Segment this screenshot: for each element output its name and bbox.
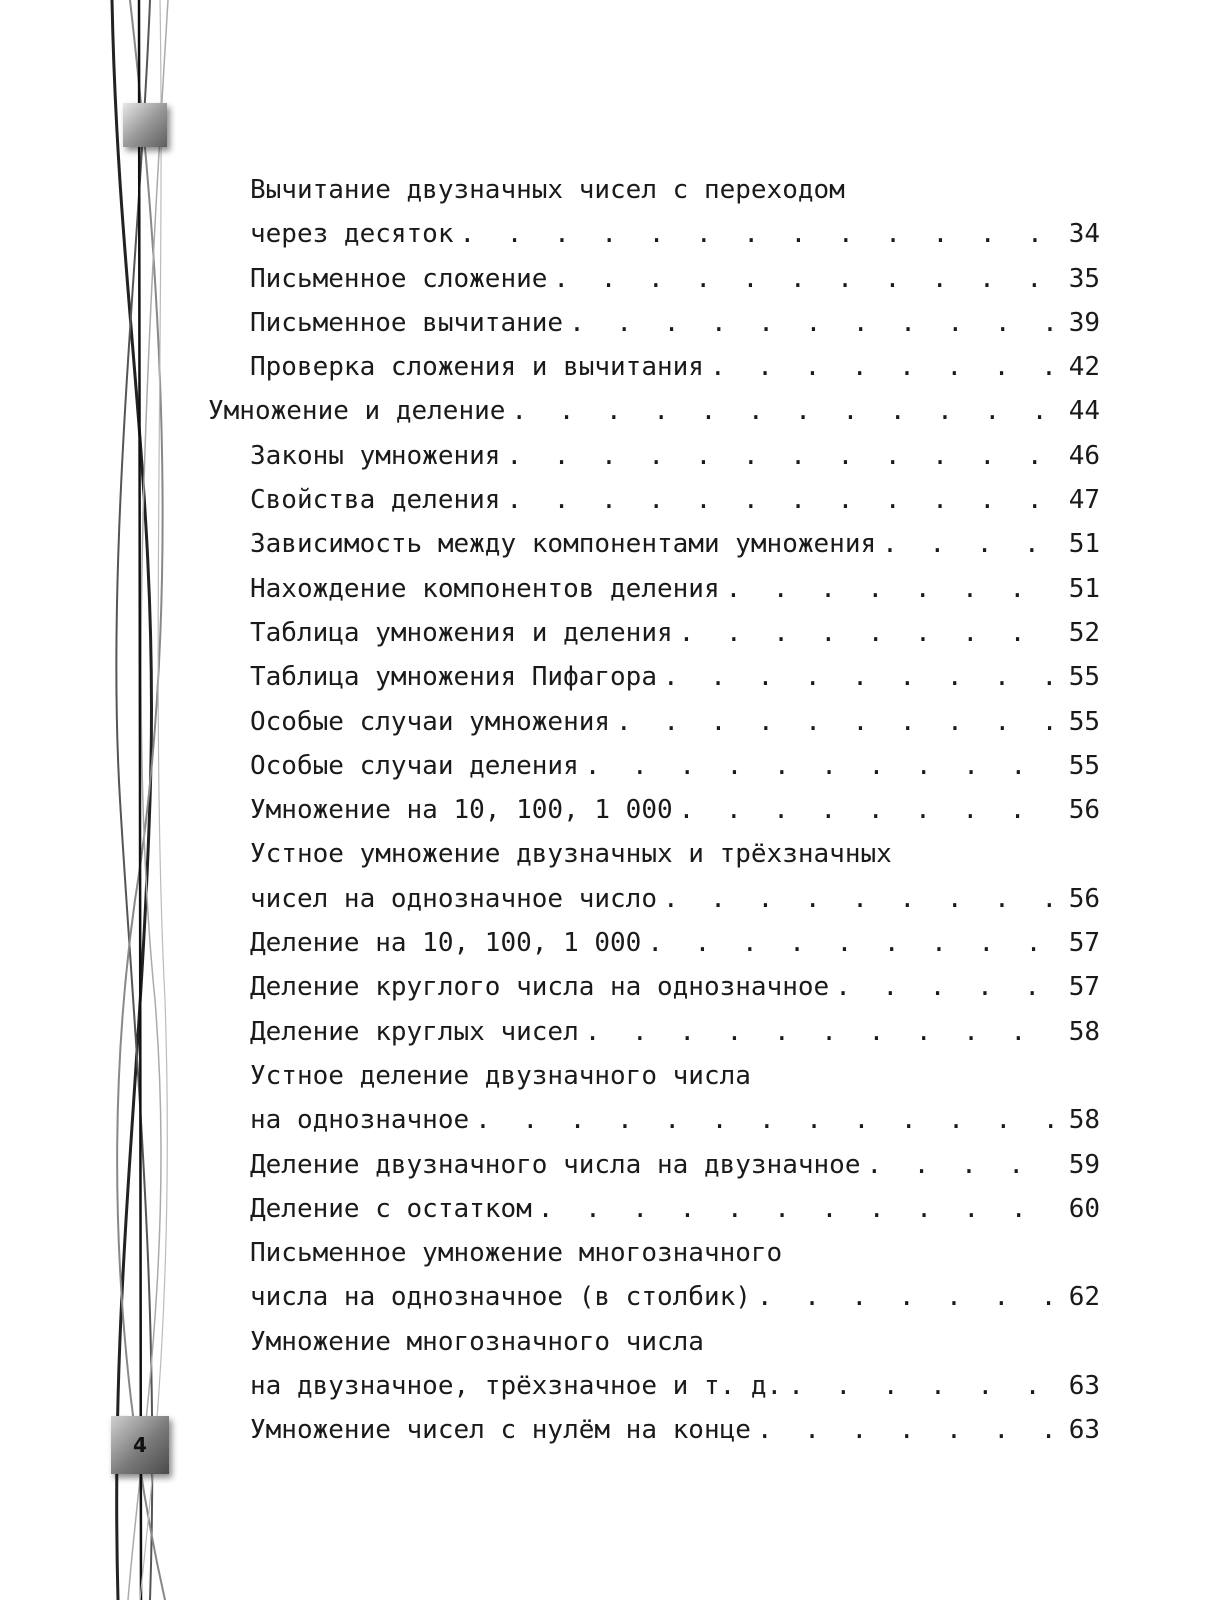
toc-page-number: 55 xyxy=(1068,706,1100,737)
toc-page-number: 51 xyxy=(1068,573,1100,604)
dot-leader xyxy=(679,788,1058,832)
toc-entry-title: Вычитание двузначных чисел с переходом xyxy=(250,175,845,205)
toc-entry xyxy=(208,965,1100,1009)
toc-entry xyxy=(208,257,1100,301)
dot-leader xyxy=(569,301,1058,345)
dot-leader xyxy=(506,434,1058,478)
toc-entry-title: Письменное вычитание xyxy=(250,307,564,338)
toc-entry xyxy=(208,832,1100,921)
toc-page-number: 39 xyxy=(1068,307,1100,338)
dot-leader xyxy=(460,212,1059,256)
dot-leader xyxy=(866,1143,1058,1187)
toc-entry xyxy=(208,389,1100,433)
toc-entry xyxy=(208,345,1100,389)
dot-leader xyxy=(585,1010,1058,1054)
toc-entry-title: Деление с остатком xyxy=(250,1193,532,1224)
toc-page-number: 60 xyxy=(1068,1193,1100,1224)
toc-entry xyxy=(208,611,1100,655)
toc-entry-title: Таблица умножения и деления xyxy=(250,617,673,648)
dot-leader xyxy=(506,478,1058,522)
toc-page-number: 62 xyxy=(1068,1282,1100,1313)
toc-entry-title: Деление круглого числа на однозначное xyxy=(250,972,830,1003)
dot-leader xyxy=(585,744,1058,788)
toc-entry-title: Умножение чисел с нулём на конце xyxy=(250,1415,751,1446)
toc-page-number: 46 xyxy=(1068,440,1100,471)
toc-entry xyxy=(208,168,1100,257)
toc-entry-title: Законы умножения xyxy=(250,440,501,471)
dot-leader xyxy=(757,1275,1058,1319)
toc-page-number: 42 xyxy=(1068,352,1100,383)
toc-entry-title: Умножение многозначного числа xyxy=(250,1326,704,1357)
toc-page-number: 44 xyxy=(1068,396,1100,427)
dot-leader xyxy=(726,567,1058,611)
dot-leader xyxy=(538,1187,1058,1231)
toc-page-number: 51 xyxy=(1068,529,1100,560)
toc-page-number: 56 xyxy=(1068,795,1100,826)
toc-entry-title: Умножение и деление xyxy=(208,396,506,427)
toc-page-number: 58 xyxy=(1068,1105,1100,1136)
toc-entry xyxy=(208,700,1100,744)
toc-entry-title: Умножение на 10, 100, 1 000 xyxy=(250,795,673,826)
toc-page-number: 56 xyxy=(1068,883,1100,914)
toc-entry-title: Нахождение компонентов деления xyxy=(250,573,720,604)
toc-entry-title: Письменное умножение многозначного xyxy=(250,1238,783,1269)
dot-leader xyxy=(647,921,1058,965)
toc-entry xyxy=(208,522,1100,566)
toc-entry-title: Проверка сложения и вычитания xyxy=(250,352,704,383)
toc-entry xyxy=(208,655,1100,699)
toc-entry-title: Таблица умножения Пифагора xyxy=(250,662,657,693)
toc-entry-title: Деление круглых чисел xyxy=(250,1016,579,1047)
toc-entry-title: на однозначное xyxy=(250,1105,470,1136)
toc-entry-title: Зависимость между компонентами умножения xyxy=(250,529,877,560)
toc-page-number: 58 xyxy=(1068,1016,1100,1047)
toc-page-number: 63 xyxy=(1068,1371,1100,1402)
toc-entry xyxy=(208,1054,1100,1143)
toc-entry-title: Особые случаи деления xyxy=(250,750,579,781)
toc-entry xyxy=(208,744,1100,788)
toc-entry xyxy=(208,434,1100,478)
toc-page-number: 52 xyxy=(1068,617,1100,648)
toc-page-number: 63 xyxy=(1068,1415,1100,1446)
toc-entry-title: Устное умножение двузначных и трёхзначных xyxy=(250,839,892,870)
decorative-square xyxy=(123,103,167,147)
toc-entry-title: Особые случаи умножения xyxy=(250,706,611,737)
dot-leader xyxy=(757,1408,1058,1452)
decorative-ribbon-lines xyxy=(0,0,200,1600)
toc-page-number: 47 xyxy=(1068,485,1100,516)
toc-entry-title: через десяток xyxy=(250,219,454,250)
dot-leader xyxy=(475,1098,1058,1142)
dot-leader xyxy=(710,345,1058,389)
dot-leader xyxy=(616,700,1058,744)
toc-entry xyxy=(208,1231,1100,1320)
toc-entry-title: на двузначное, трёхзначное и т. д. xyxy=(250,1371,783,1402)
toc-entry-title: числа на однозначное (в столбик) xyxy=(250,1282,751,1313)
dot-leader xyxy=(788,1364,1058,1408)
dot-leader xyxy=(882,522,1058,566)
dot-leader xyxy=(679,611,1058,655)
toc-entry xyxy=(208,921,1100,965)
toc-entry xyxy=(208,567,1100,611)
toc-entry xyxy=(208,301,1100,345)
toc-entry xyxy=(208,1143,1100,1187)
toc-entry xyxy=(208,1408,1100,1452)
toc-page-number: 55 xyxy=(1068,662,1100,693)
toc-page-number: 59 xyxy=(1068,1149,1100,1180)
page-number: 4 xyxy=(111,1416,169,1474)
dot-leader xyxy=(663,877,1058,921)
toc-entry-title: Деление двузначного числа на двузначное xyxy=(250,1149,861,1180)
toc-page-number: 57 xyxy=(1068,928,1100,959)
toc-entry xyxy=(208,1187,1100,1231)
toc-entry xyxy=(208,1010,1100,1054)
toc-page-number: 55 xyxy=(1068,750,1100,781)
dot-leader xyxy=(511,389,1058,433)
toc-entry-title: чисел на однозначное число xyxy=(250,883,657,914)
toc-entry-title: Свойства деления xyxy=(250,485,501,516)
dot-leader xyxy=(663,655,1058,699)
toc-entry-title: Устное деление двузначного числа xyxy=(250,1060,751,1091)
toc-entry xyxy=(208,1320,1100,1409)
toc-entry xyxy=(208,788,1100,832)
toc-page-number: 35 xyxy=(1068,263,1100,294)
dot-leader xyxy=(553,257,1058,301)
table-of-contents xyxy=(208,168,1100,1453)
toc-page-number: 57 xyxy=(1068,972,1100,1003)
toc-entry xyxy=(208,478,1100,522)
toc-page-number: 34 xyxy=(1068,219,1100,250)
dot-leader xyxy=(835,965,1058,1009)
toc-entry-title: Письменное сложение xyxy=(250,263,548,294)
toc-entry-title: Деление на 10, 100, 1 000 xyxy=(250,928,642,959)
